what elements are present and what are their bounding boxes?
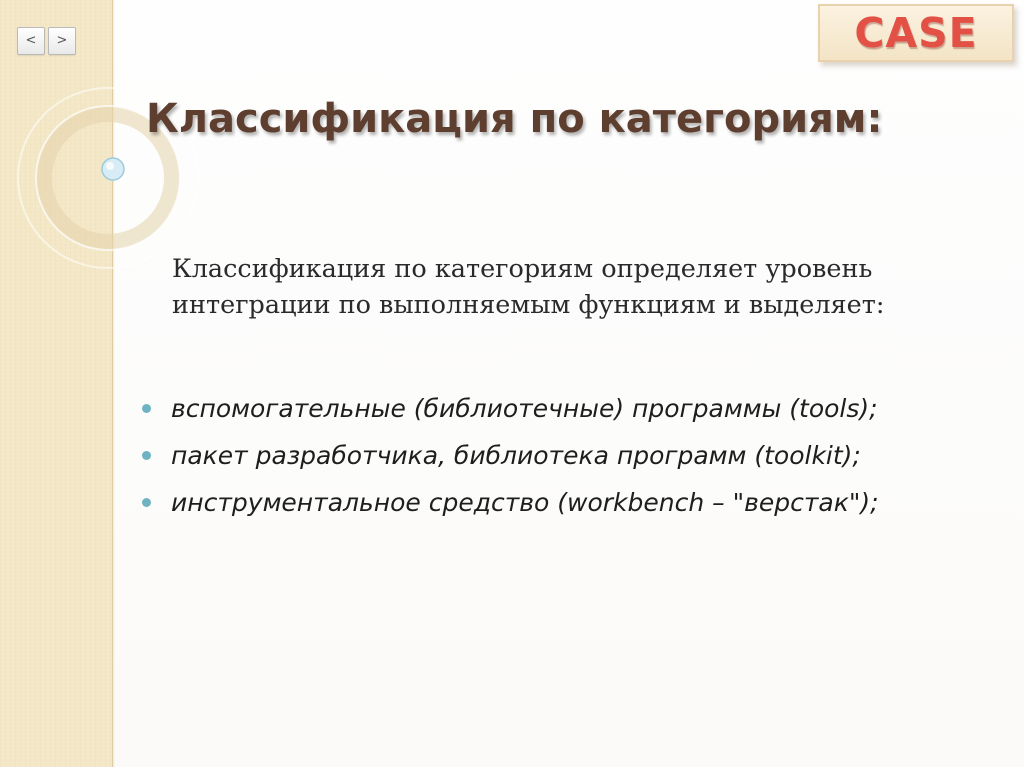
next-slide-button[interactable]: >	[48, 27, 76, 55]
slide-title: Классификация по категориям:	[146, 96, 883, 142]
bullet-dot-icon	[142, 451, 151, 460]
bullet-item	[142, 385, 879, 432]
bullet-text: пакет разработчика, библиотека программ (toolkit);	[171, 441, 861, 470]
bullet-dot-icon	[142, 498, 151, 507]
bullet-item	[142, 479, 879, 526]
intro-paragraph: Классификация по категориям определяет уровень интеграции по выполняемым функциям и выделяет:	[172, 254, 885, 320]
bullet-text: инструментальное средство (workbench – "верстак");	[171, 488, 879, 517]
case-badge-text: CASE	[854, 9, 978, 57]
prev-slide-button[interactable]: <	[17, 27, 45, 55]
bullet-text: вспомогательные (библиотечные) программы (tools);	[171, 394, 878, 423]
bullet-list	[142, 385, 879, 526]
bullet-item	[142, 432, 879, 479]
slide-navigation	[17, 27, 76, 55]
bullet-dot-icon	[142, 404, 151, 413]
case-badge	[818, 4, 1014, 62]
